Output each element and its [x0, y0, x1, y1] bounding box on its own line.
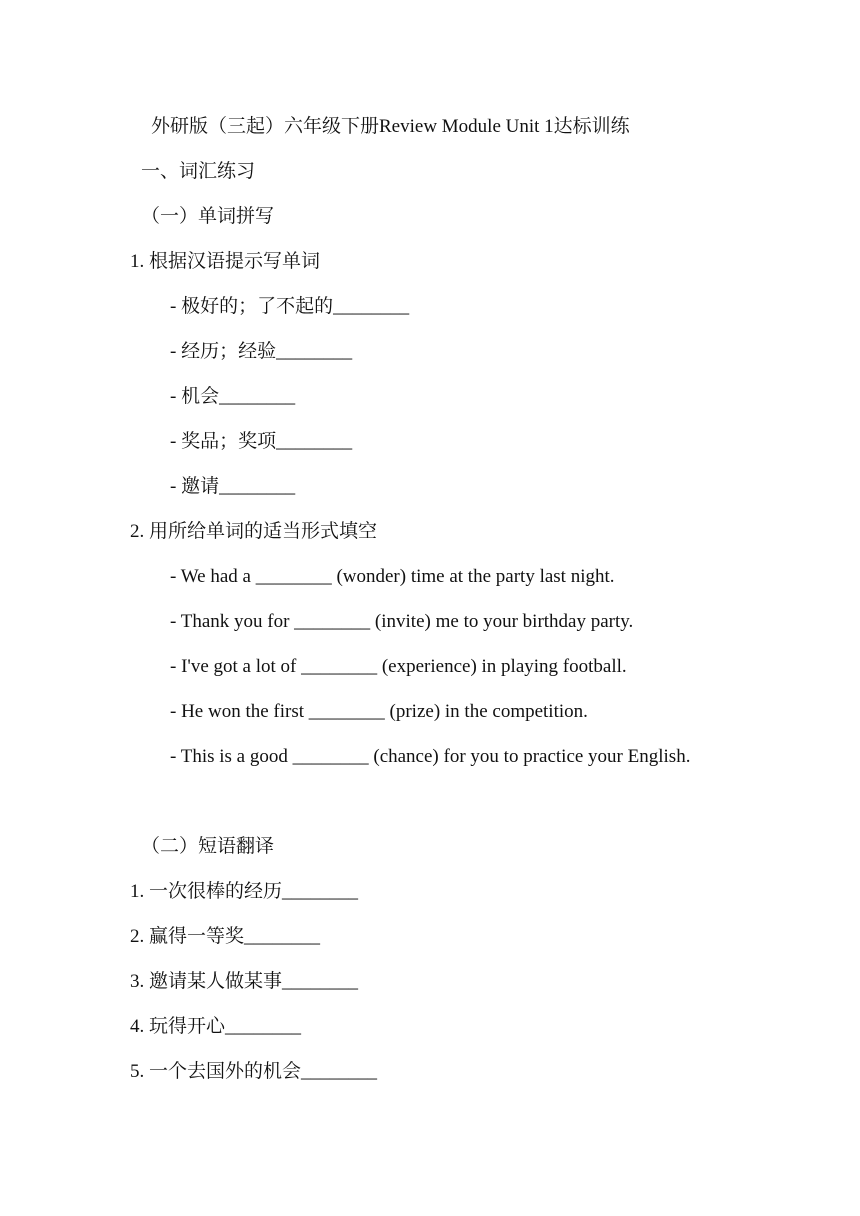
- phrase-item: 5. 一个去国外的机会________: [130, 1061, 378, 1082]
- phrase-item: 2. 赢得一等奖________: [130, 926, 321, 947]
- question-1-item: - 邀请________: [170, 476, 296, 497]
- question-1-item: - 奖品；奖项________: [170, 431, 353, 452]
- question-2-heading: 2. 用所给单词的适当形式填空: [130, 521, 378, 542]
- part-phrase-translation-heading: （二）短语翻译: [141, 836, 275, 857]
- question-2-item: - I've got a lot of ________ (experience) in playing football.: [170, 656, 627, 677]
- question-1-item: - 经历；经验________: [170, 341, 353, 362]
- phrase-item: 1. 一次很棒的经历________: [130, 881, 359, 902]
- section-vocabulary-heading: 一、词汇练习: [141, 161, 256, 182]
- document-title: 外研版（三起）六年级下册Review Module Unit 1达标训练: [151, 116, 630, 137]
- question-1-heading: 1. 根据汉语提示写单词: [130, 251, 321, 272]
- question-1-item: - 机会________: [170, 386, 296, 407]
- question-2-item: - Thank you for ________ (invite) me to your birthday party.: [170, 611, 634, 632]
- question-2-item: - This is a good ________ (chance) for you to practice your English.: [170, 746, 691, 767]
- question-2-item: - We had a ________ (wonder) time at the party last night.: [170, 566, 615, 587]
- part-spelling-heading: （一）单词拼写: [141, 206, 275, 227]
- phrase-item: 4. 玩得开心________: [130, 1016, 302, 1037]
- question-2-item: - He won the first ________ (prize) in the competition.: [170, 701, 588, 722]
- question-1-item: - 极好的；了不起的________: [170, 296, 410, 317]
- phrase-item: 3. 邀请某人做某事________: [130, 971, 359, 992]
